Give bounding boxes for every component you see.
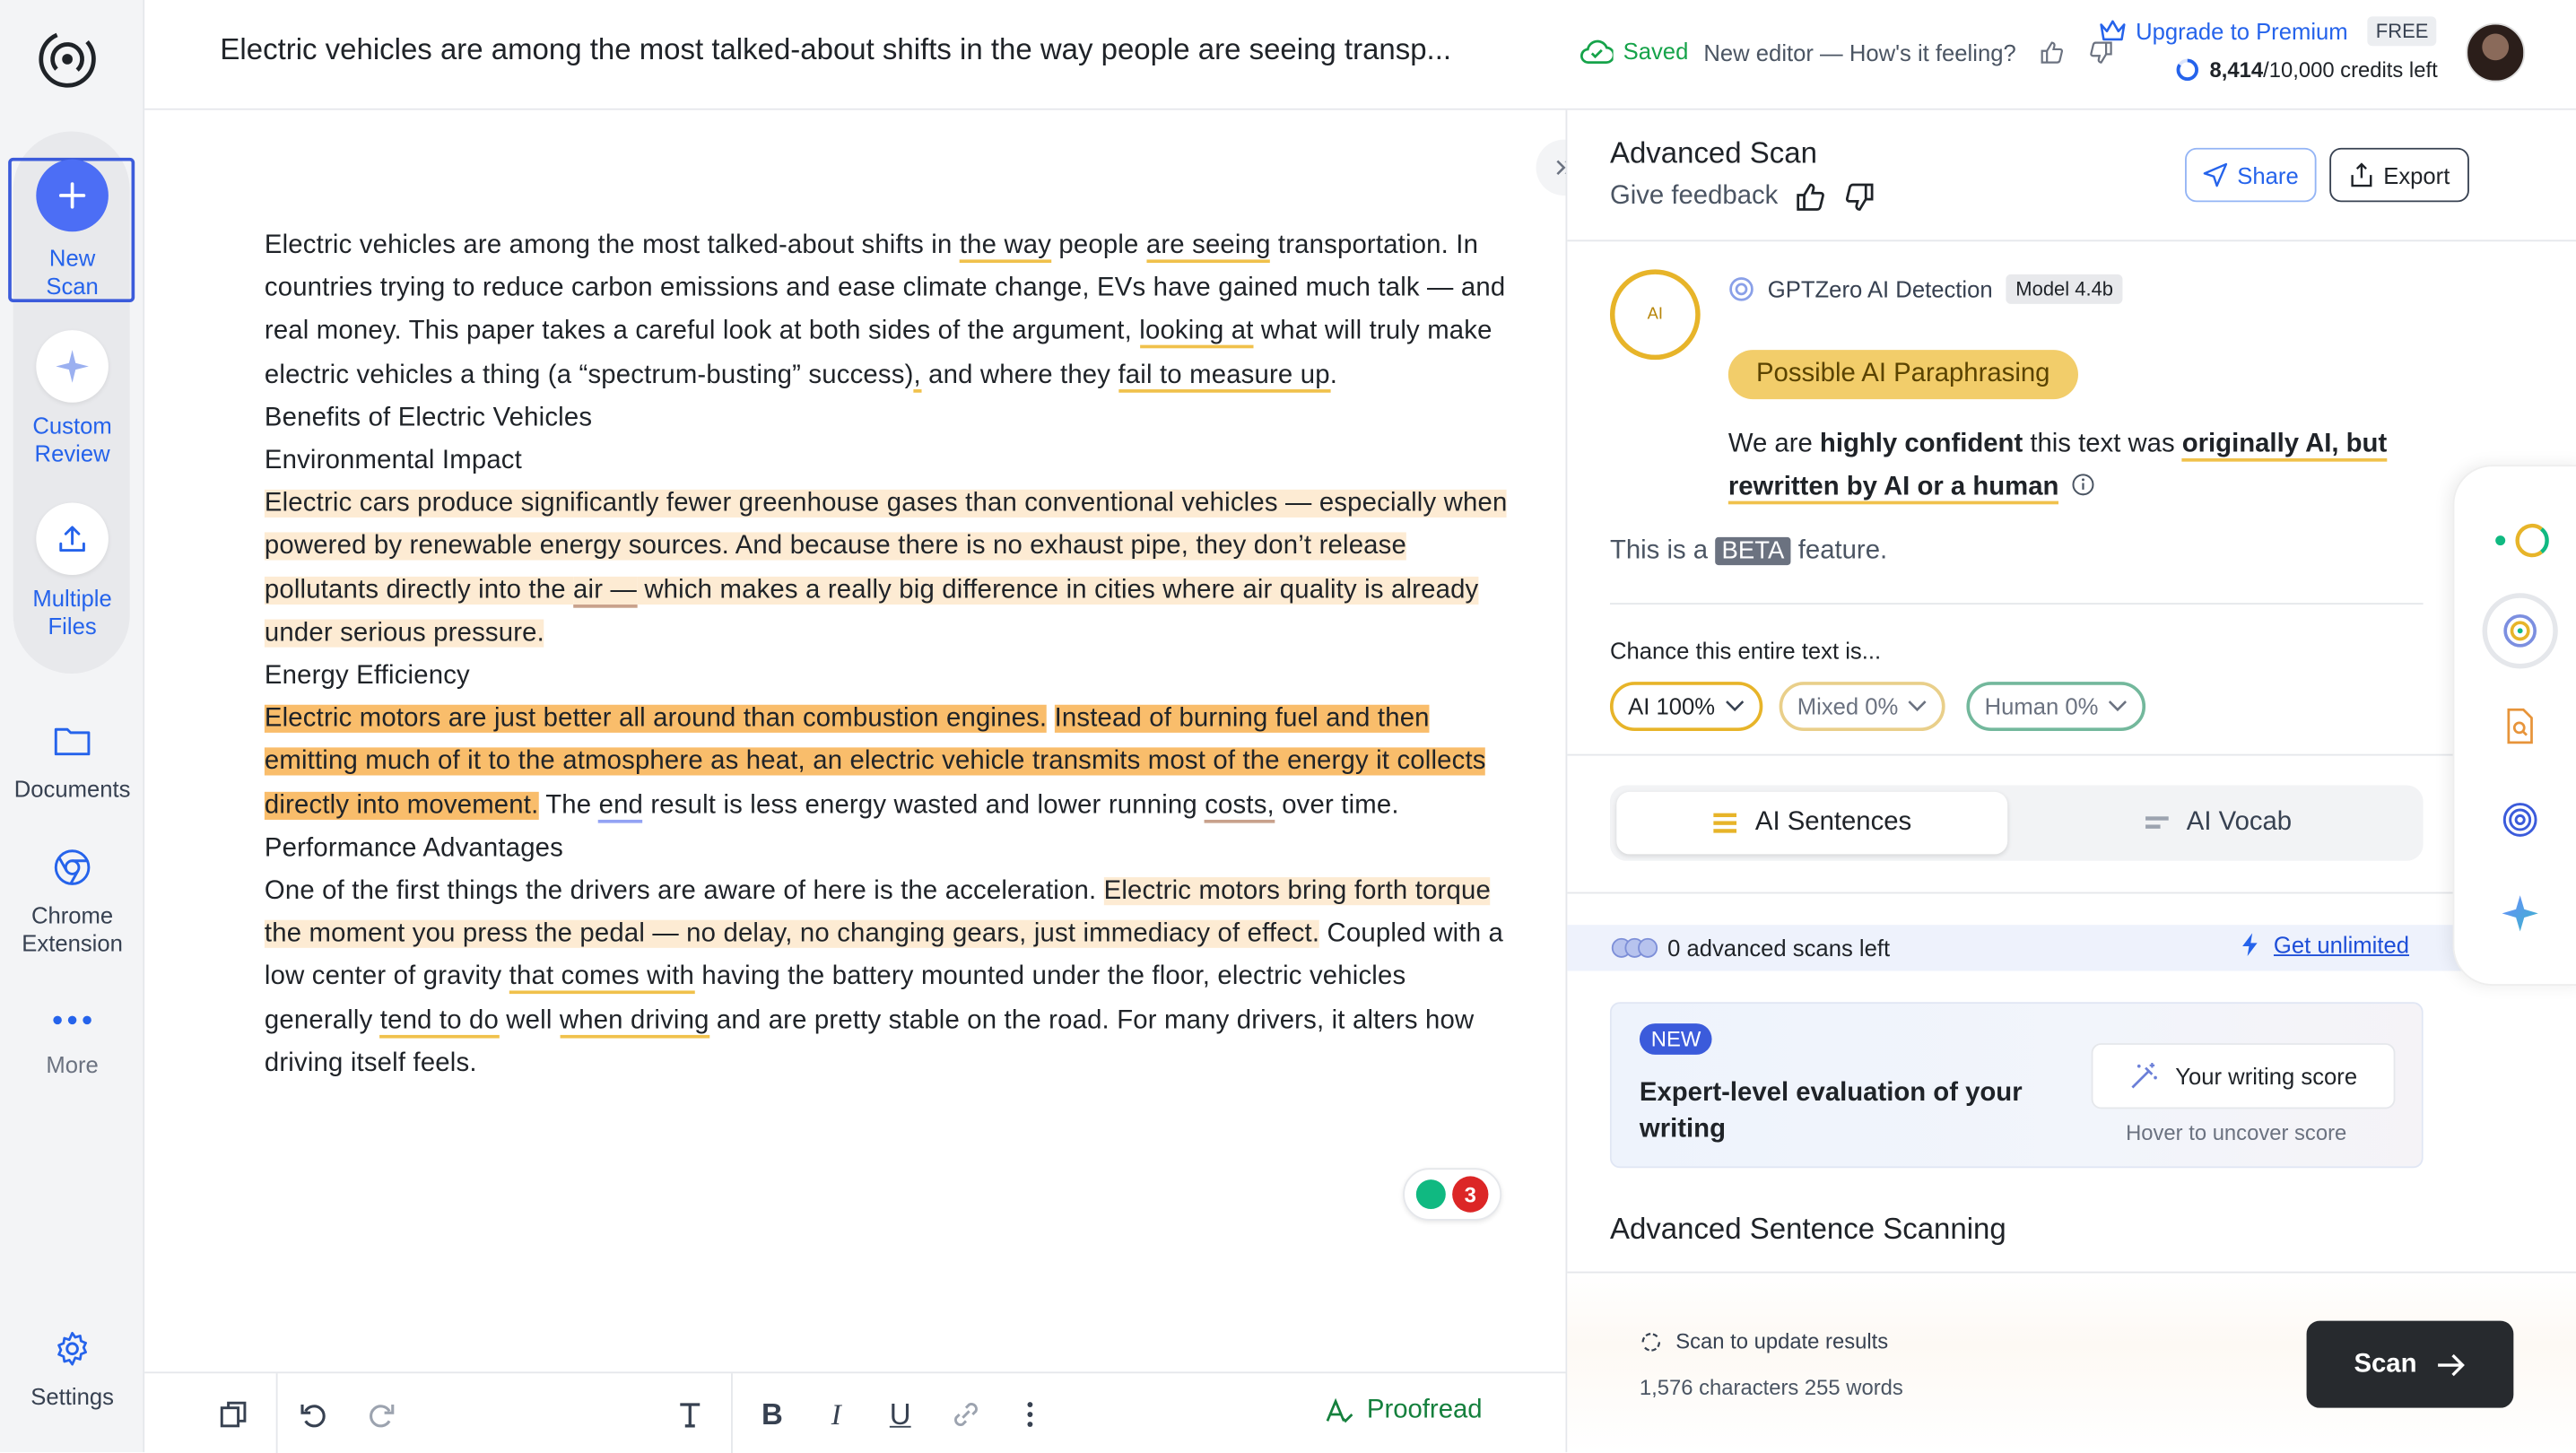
- detector-name: GPTZero AI Detection: [1767, 275, 1993, 303]
- proofread-button[interactable]: [1324, 1396, 1482, 1426]
- get-unlimited-link[interactable]: [2241, 932, 2409, 958]
- chevron-down-icon: [2108, 700, 2128, 713]
- flagged-text-span[interactable]: are seeing: [1146, 231, 1271, 263]
- more-vertical-icon[interactable]: [1010, 1395, 1049, 1434]
- text-span: Coupled with a low center of gravity: [264, 920, 1503, 992]
- text-span: One of the first things the drivers are aware of here is the acceleration.: [264, 877, 1104, 906]
- heading-energy: Energy Efficiency: [264, 662, 470, 691]
- export-icon: [2349, 162, 2373, 187]
- saved-label: Saved: [1623, 38, 1689, 65]
- text-span: .: [1329, 361, 1338, 389]
- chrome-extension-label-1: Chrome: [30, 901, 114, 928]
- sidebar-item-multiple-files[interactable]: [0, 502, 144, 640]
- flagged-text-span[interactable]: fail to measure up: [1118, 361, 1329, 392]
- divider: [1567, 239, 2576, 241]
- multiple-files-label-2: Files: [48, 613, 97, 639]
- text-span: transportation. In countries trying to reduce carbon emissions and ease climate change, EVs have gained much talk — and real money. This paper takes a careful look at both sides of the argument,: [264, 231, 1506, 346]
- promo-text: Expert-level evaluation of your writing: [1639, 1079, 2023, 1144]
- gptzero-small-icon: [1728, 276, 1754, 302]
- scans-left-label: 0 advanced scans left: [1667, 935, 1891, 961]
- custom-review-label-2: Review: [34, 439, 110, 467]
- writing-score-button[interactable]: [2092, 1043, 2396, 1109]
- export-button[interactable]: [2329, 148, 2469, 202]
- upload-icon: [36, 502, 109, 575]
- conf-text-2: highly confident: [1819, 430, 2023, 459]
- beta-text-1: This is a: [1609, 536, 1716, 566]
- new-scan-label-1: New: [48, 244, 96, 272]
- mixed-percentage-dropdown[interactable]: [1780, 682, 1946, 731]
- new-scan-button[interactable]: [8, 158, 135, 302]
- chrome-extension-label-2: Extension: [22, 929, 123, 956]
- issue-count: 3: [1452, 1176, 1488, 1212]
- grammar-check-icon: [1416, 1179, 1446, 1209]
- editor-toolbar: [144, 1371, 1565, 1452]
- lines-icon: [1712, 812, 1738, 835]
- panel-title: Advanced Scan: [1609, 136, 1817, 170]
- multiple-files-label-1: Multiple: [32, 585, 112, 612]
- user-avatar[interactable]: [2466, 23, 2525, 83]
- tab-ai-vocab[interactable]: [2021, 792, 2415, 855]
- feedback-label: New editor — How's it feeling?: [1703, 39, 2016, 66]
- thumbs-up-icon[interactable]: [2039, 39, 2065, 65]
- ai-percentage-label: AI 100%: [1628, 692, 1716, 720]
- sidebar-item-settings[interactable]: [0, 1324, 144, 1411]
- text-span: having the battery mounted under the floor, electric vehicles generally: [264, 963, 1406, 1035]
- credits-total: /10,000 credits left: [2263, 57, 2438, 83]
- send-icon: [2203, 162, 2227, 187]
- proofread-label: Proofread: [1366, 1396, 1483, 1424]
- flagged-text-span[interactable]: which makes a really big difference in cities where air quality is already under serious pressure.: [264, 576, 1479, 648]
- text-span: and where they: [920, 361, 1118, 389]
- text-span: The: [538, 791, 599, 820]
- export-label: Export: [2383, 161, 2450, 188]
- info-icon[interactable]: [2071, 474, 2094, 497]
- text-style-icon[interactable]: [670, 1395, 709, 1434]
- chance-label: Chance this entire text is...: [1609, 637, 1882, 664]
- flagged-text-span[interactable]: looking at: [1139, 318, 1253, 349]
- folder-icon: [0, 717, 144, 766]
- beta-tag: BETA: [1715, 537, 1790, 565]
- upgrade-label: Upgrade to Premium: [2136, 18, 2348, 45]
- text-span: well: [498, 1006, 560, 1035]
- divider: [1567, 892, 2576, 894]
- saved-status: [1580, 38, 1688, 64]
- scan-update-label: Scan to update results: [1675, 1328, 1889, 1354]
- share-label: Share: [2237, 161, 2299, 188]
- panel-feedback: [1610, 180, 1876, 213]
- scans-dots-icon: [1612, 938, 1651, 958]
- ai-score-ring: AI: [1610, 269, 1701, 360]
- paragraph-performance: [265, 871, 1513, 1086]
- flagged-text-span[interactable]: costs,: [1205, 791, 1275, 822]
- lightning-icon: [2241, 932, 2260, 958]
- flagged-text-span[interactable]: ,: [914, 361, 921, 392]
- scan-update-note: [1640, 1329, 1888, 1353]
- chrome-icon: [0, 843, 144, 892]
- toolbar-divider: [276, 1373, 278, 1453]
- advanced-scan-panel: [1566, 110, 2576, 1452]
- beta-note: [1610, 537, 1887, 567]
- flagged-text-span[interactable]: Electric motors are just better all around than combustion engines.: [264, 705, 1048, 734]
- document-title[interactable]: Electric vehicles are among the most talked-about shifts in the way people are seeing transp...: [220, 32, 1452, 66]
- ai-percentage-dropdown[interactable]: [1610, 682, 1762, 731]
- undo-icon[interactable]: [294, 1395, 334, 1434]
- thumbs-down-icon[interactable]: [1844, 180, 1877, 213]
- text-span: [1047, 705, 1054, 733]
- document-text[interactable]: [265, 225, 1513, 1086]
- spiral-rail-icon[interactable]: [2454, 787, 2576, 852]
- flagged-text-span[interactable]: air —: [573, 576, 637, 607]
- ai-detection-rail-icon[interactable]: [2454, 508, 2576, 573]
- gptzero-logo-icon[interactable]: [36, 26, 99, 89]
- arrow-right-icon: [2436, 1353, 2466, 1376]
- sparkle-rail-icon[interactable]: [2454, 881, 2576, 946]
- custom-review-label-1: Custom: [32, 412, 112, 439]
- heading-benefits: Benefits of Electric Vehicles: [264, 404, 593, 432]
- thumbs-up-icon[interactable]: [1795, 180, 1828, 213]
- plan-badge: FREE: [2368, 16, 2437, 46]
- credits-remaining: [2175, 57, 2438, 82]
- heading-environmental: Environmental Impact: [264, 447, 522, 475]
- magic-wand-icon: [2129, 1061, 2159, 1091]
- flagged-text-span[interactable]: Electric cars produce significantly fewer greenhouse gases than conventional vehicles — especially when powered by renewable energy sources. And because there is no exhaust pipe, they don’t release pollutants directly into the: [264, 490, 1508, 605]
- flagged-text-span[interactable]: Instead of burning fuel and then emitting much of it to the atmosphere as heat, an electric vehicle transmits most of the energy it collects directly into movement.: [264, 705, 1486, 820]
- settings-label: Settings: [30, 1383, 114, 1410]
- sidebar-item-chrome-extension[interactable]: [0, 843, 144, 958]
- beta-text-2: feature.: [1790, 536, 1888, 566]
- advanced-sentence-scanning-title: Advanced Sentence Scanning: [1609, 1212, 2006, 1246]
- human-percentage-label: Human 0%: [1984, 692, 2099, 720]
- more-dots-icon: [0, 999, 144, 1042]
- document-search-rail-icon[interactable]: [2454, 693, 2576, 759]
- italic-icon[interactable]: I: [831, 1396, 841, 1431]
- analysis-tabs: [1610, 786, 2424, 861]
- confidence-text: [1728, 424, 2435, 509]
- tool-rail: [2453, 465, 2576, 986]
- hover-hint: Hover to uncover score: [2126, 1120, 2347, 1145]
- flagged-text-span[interactable]: end: [599, 791, 643, 822]
- copy-icon[interactable]: [213, 1395, 253, 1434]
- give-feedback-label: Give feedback: [1609, 182, 1779, 211]
- gear-icon: [0, 1324, 144, 1373]
- sidebar: [0, 0, 144, 1452]
- paragraph-intro: [265, 225, 1513, 397]
- writing-score-promo: [1610, 1002, 2424, 1168]
- divider: [1567, 754, 2576, 756]
- scan-rail-icon[interactable]: [2454, 598, 2576, 664]
- chevron-down-icon: [1725, 700, 1745, 713]
- text-span: people: [1051, 231, 1146, 260]
- new-scan-label-2: Scan: [46, 273, 99, 300]
- link-icon[interactable]: [946, 1395, 986, 1434]
- top-bar: [144, 0, 2576, 110]
- tab-ai-vocab-label: AI Vocab: [2186, 808, 2293, 837]
- conf-text-3: this text was: [2023, 430, 2182, 459]
- conf-text-4: originally AI, but rewritten by AI or a human: [1728, 431, 2387, 504]
- flagged-text-span[interactable]: tend to do: [380, 1006, 499, 1038]
- more-label: More: [46, 1051, 99, 1078]
- text-span: and are pretty stable on the road. For many drivers, it alters how driving itself feels.: [264, 1006, 1475, 1078]
- progress-ring-icon: [2175, 57, 2199, 82]
- proofread-icon: [1324, 1396, 1353, 1426]
- chevron-down-icon: [1908, 700, 1928, 713]
- crown-icon: [2100, 20, 2126, 43]
- tab-ai-sentences-label: AI Sentences: [1754, 808, 1912, 837]
- flagged-text-span[interactable]: when driving: [560, 1006, 709, 1038]
- upgrade-premium-link[interactable]: [2100, 16, 2437, 46]
- share-button[interactable]: [2185, 148, 2317, 202]
- toolbar-divider: [731, 1373, 733, 1453]
- detector-label: [1728, 274, 2123, 304]
- divider: [1610, 603, 2424, 605]
- editor-feedback: [1703, 39, 2114, 65]
- scan-button-label: Scan: [2354, 1349, 2417, 1378]
- editor-area[interactable]: [144, 110, 1565, 1372]
- text-span: Electric vehicles are among the most talked-about shifts in: [264, 231, 960, 260]
- plus-icon: [36, 160, 109, 232]
- paragraph-energy: [265, 699, 1513, 828]
- sidebar-item-more[interactable]: [0, 999, 144, 1080]
- flagged-text-span[interactable]: that comes with: [509, 963, 694, 995]
- paragraph-environmental: [265, 483, 1513, 656]
- sidebar-item-documents[interactable]: [0, 717, 144, 804]
- documents-label: Documents: [13, 775, 131, 802]
- conf-text-1: We are: [1727, 430, 1820, 459]
- mixed-percentage-label: Mixed 0%: [1797, 692, 1899, 720]
- redo-icon[interactable]: [361, 1395, 401, 1434]
- get-unlimited-label: Get unlimited: [2273, 931, 2410, 958]
- sidebar-item-custom-review[interactable]: [0, 330, 144, 468]
- text-span: over time.: [1274, 791, 1399, 820]
- refresh-icon: [1640, 1330, 1663, 1353]
- character-count: 1,576 characters 255 words: [1639, 1375, 1903, 1400]
- sparkle-icon: [36, 330, 109, 403]
- scan-button[interactable]: [2307, 1321, 2514, 1408]
- text-span: result is less energy wasted and lower running: [643, 791, 1205, 820]
- new-tag: NEW: [1640, 1023, 1712, 1055]
- writing-score-label: Your writing score: [2175, 1063, 2358, 1090]
- flagged-text-span[interactable]: the way: [960, 231, 1051, 263]
- text-span: what will truly make electric vehicles a thing (a “spectrum-busting” success): [264, 318, 1493, 389]
- panel-footer: [1567, 1272, 2576, 1452]
- check-circle-icon: [1580, 38, 1614, 64]
- verdict-badge: Possible AI Paraphrasing: [1728, 350, 2078, 399]
- heading-performance: Performance Advantages: [264, 834, 564, 863]
- flagged-text-span[interactable]: Electric motors bring forth torque the moment you press the pedal — no delay, no changing gears, just immediacy of effect.: [264, 877, 1491, 949]
- bold-icon[interactable]: B: [761, 1396, 783, 1431]
- tab-ai-sentences[interactable]: [1616, 792, 2007, 855]
- model-badge: Model 4.4b: [2006, 274, 2123, 304]
- underline-icon[interactable]: U: [889, 1396, 911, 1431]
- vocab-icon: [2144, 814, 2170, 831]
- human-percentage-dropdown[interactable]: [1966, 682, 2145, 731]
- issues-badge[interactable]: [1403, 1168, 1501, 1221]
- credits-used: 8,414: [2209, 57, 2264, 83]
